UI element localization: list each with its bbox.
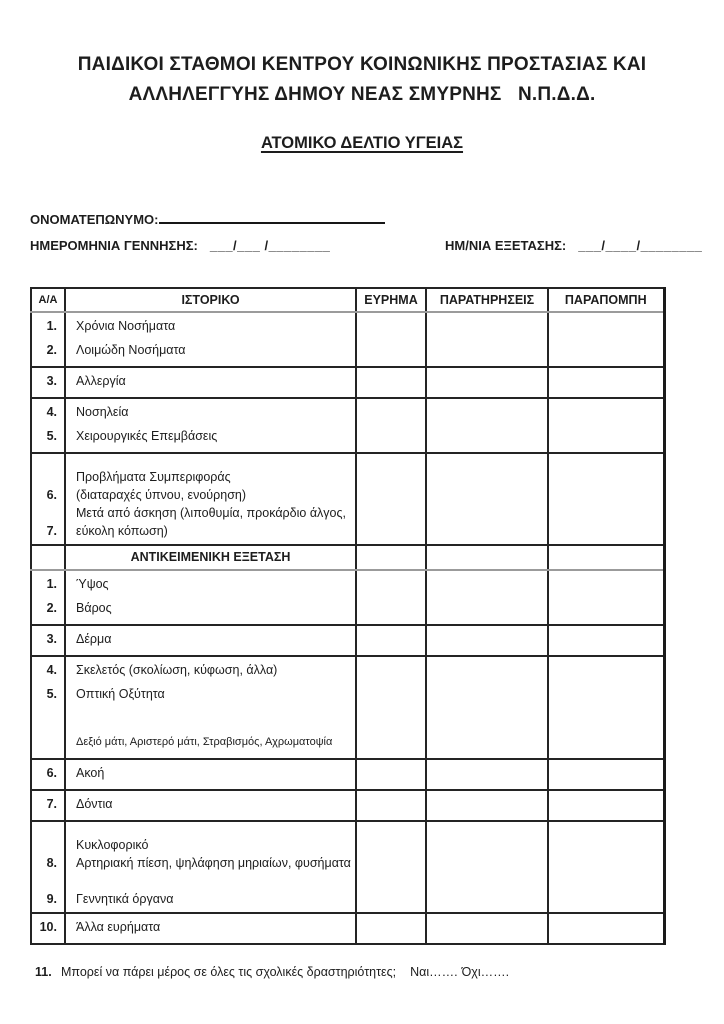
table-row [31,625,664,656]
row-label-cell [65,453,356,545]
row-label: Δέρμα [76,632,112,646]
section-title-cell: ΑΝΤΙΚΕΙΜΕΝΙΚΗ ΕΞΕΤΑΣΗ [65,545,356,570]
row-label: Κυκλοφορικό [76,838,149,852]
table-row [31,759,664,790]
row-label-cell [65,913,356,944]
health-table-body [31,312,664,944]
observations-cell [426,913,548,944]
table-row [31,570,664,625]
row-number: 2. [46,343,57,357]
row-number-cell [31,570,65,625]
title-line-1: ΠΑΙΔΙΚΟΙ ΣΤΑΘΜΟΙ ΚΕΝΤΡΟΥ ΚΟΙΝΩΝΙΚΗΣ ΠΡΟΣΤΑΣΙΑΣ ΚΑΙ [77,54,647,75]
row-number: 8. [46,856,57,870]
header-evrima: ΕΥΡΗΜΑ [356,288,426,312]
table-row [31,453,664,545]
observations-cell [426,312,548,367]
exam-date-blank: ___/____/________ [578,238,703,253]
row-label-cell [65,570,356,625]
row-label: Προβλήματα Συμπεριφοράς [76,470,231,484]
row-number: 4. [46,663,57,677]
row-number [32,730,57,754]
finding-cell [356,398,426,453]
row-number: 7. [46,797,57,811]
row-label [76,706,355,730]
row-number-cell [31,656,65,759]
row-number: 3. [46,632,57,646]
referral-cell [548,398,664,453]
observations-cell [426,367,548,398]
row-label: Αρτηριακή πίεση, ψηλάφηση μηριαίων, φυσήματα [76,856,351,870]
finding-cell [356,913,426,944]
observations-cell [426,759,548,790]
observations-cell [426,821,548,913]
referral-cell [548,913,664,944]
exam-date-group [445,238,702,253]
identity-fields [30,211,724,260]
row-number: 5. [46,429,57,443]
referral-cell [548,570,664,625]
question-text: Μπορεί να πάρει μέρος σε όλες τις σχολικές δραστηριότητες; [61,965,397,979]
observations-cell [426,790,548,821]
observations-cell [426,545,548,570]
row-number: 6. [46,488,57,502]
row-label-cell [65,312,356,367]
row-number: 4. [46,405,57,419]
table-row [31,656,664,759]
observations-cell [426,398,548,453]
row-number [32,504,57,522]
dates-field-row [30,238,703,260]
header-parapompi: ΠΑΡΑΠΟΜΠΗ [548,288,664,312]
row-label: εύκολη κόπωση) [76,524,168,538]
row-number [32,706,57,730]
title-line-2: ΑΛΛΗΛΕΓΓΥΗΣ ΔΗΜΟΥ ΝΕΑΣ ΣΜΥΡΝΗΣ Ν.Π.Δ.Δ. [128,84,596,105]
observations-cell [426,625,548,656]
table-header-row [31,288,664,312]
birth-date-blank: ___/___ /________ [209,238,331,253]
row-label: Νοσηλεία [76,405,129,419]
finding-cell [356,625,426,656]
row-number [32,872,57,890]
table-row [31,398,664,453]
row-label: Αλλεργία [76,374,126,388]
section-header-row [31,545,664,570]
header-paratiriseis: ΠΑΡΑΤΗΡΗΣΕΙΣ [426,288,548,312]
row-number: 5. [46,687,57,701]
referral-cell [548,312,664,367]
row-label-cell [65,790,356,821]
row-label: Οπτική Οξύτητα [76,687,165,701]
row-label: Χρόνια Νοσήματα [76,319,176,333]
form-subtitle: ΑΤΟΜΙΚΟ ΔΕΛΤΙΟ ΥΓΕΙΑΣ [260,134,464,152]
row-label: Χειρουργικές Επεμβάσεις [76,429,218,443]
row-number-cell [31,913,65,944]
finding-cell [356,453,426,545]
row-label: Βάρος [76,601,112,615]
row-number-cell [31,821,65,913]
referral-cell [548,453,664,545]
row-label-cell [65,821,356,913]
finding-cell [356,821,426,913]
row-label-cell [65,656,356,759]
referral-cell [548,625,664,656]
finding-cell [356,367,426,398]
table-row [31,790,664,821]
row-number-cell [31,312,65,367]
table-row [31,821,664,913]
row-number: 6. [46,766,57,780]
row-label: Ύψος [76,577,109,591]
referral-cell [548,367,664,398]
row-number-cell [31,790,65,821]
row-number: 7. [46,524,57,538]
table-row [31,312,664,367]
finding-cell [356,545,426,570]
row-number-cell [31,545,65,570]
exam-date-label: ΗΜ/ΝΙΑ ΕΞΕΤΑΣΗΣ: [445,238,567,253]
referral-cell [548,759,664,790]
row-label [76,872,355,890]
row-number-cell [31,625,65,656]
row-number: 2. [46,601,57,615]
table-row [31,913,664,944]
observations-cell [426,570,548,625]
name-fill-line [159,211,385,224]
health-table [30,287,666,945]
observations-cell [426,656,548,759]
yes-option: Ναι……. [410,965,458,979]
row-number: 3. [46,374,57,388]
row-label: Ακοή [76,766,105,780]
birth-date-label: ΗΜΕΡΟΜΗΝΙΑ ΓΕΝΝΗΣΗΣ: [30,238,198,253]
row-number-cell [31,759,65,790]
row-number [32,836,57,854]
row-number-cell [31,367,65,398]
finding-cell [356,656,426,759]
row-label: Δόντια [76,797,113,811]
row-number: 1. [46,319,57,333]
row-label-cell [65,398,356,453]
name-field-row [30,211,724,233]
row-number: 1. [46,577,57,591]
header-istoriko: ΙΣΤΟΡΙΚΟ [65,288,356,312]
header-aa: Α/Α [31,288,65,312]
finding-cell [356,759,426,790]
referral-cell [548,545,664,570]
row-number-cell [31,398,65,453]
row-label: Γεννητικά όργανα [76,892,174,906]
row-label: Δεξιό μάτι, Αριστερό μάτι, Στραβισμός, Αχρωματοψία [76,736,333,748]
row-label-cell [65,759,356,790]
row-label-cell [65,625,356,656]
referral-cell [548,821,664,913]
activities-question-row [35,965,724,979]
row-number: 10. [39,920,57,934]
finding-cell [356,570,426,625]
row-label: Σκελετός (σκολίωση, κύφωση, άλλα) [76,663,278,677]
referral-cell [548,790,664,821]
question-number: 11. [35,965,52,979]
row-label-cell [65,367,356,398]
row-label: Λοιμώδη Νοσήματα [76,343,186,357]
table-row [31,367,664,398]
finding-cell [356,312,426,367]
row-label: Μετά από άσκηση (λιποθυμία, προκάρδιο άλγος, [76,506,346,520]
name-label: ΟΝΟΜΑΤΕΠΩΝΥΜΟ: [30,212,159,227]
row-label: (διαταραχές ύπνου, ενούρηση) [76,488,247,502]
row-number-cell [31,453,65,545]
row-number: 9. [46,892,57,906]
page-title [0,0,724,110]
finding-cell [356,790,426,821]
no-option: Όχι……. [461,965,510,979]
row-label: Άλλα ευρήματα [76,920,161,934]
observations-cell [426,453,548,545]
referral-cell [548,656,664,759]
row-number [32,468,57,486]
